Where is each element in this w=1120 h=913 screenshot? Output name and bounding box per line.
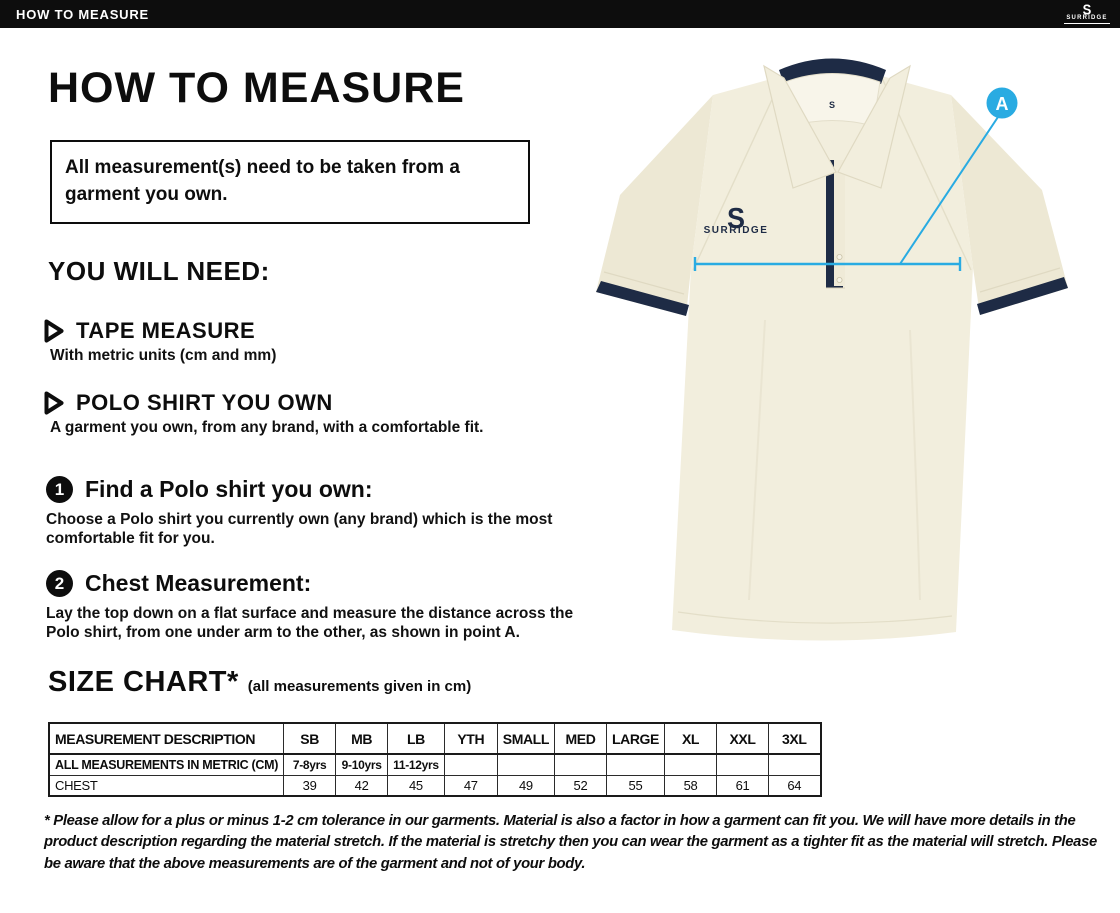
need-item-label: POLO SHIRT YOU OWN	[76, 390, 333, 415]
play-triangle-icon	[44, 391, 64, 415]
polo-shirt-diagram	[560, 20, 1120, 670]
cell: 49	[497, 775, 554, 796]
need-item-description: With metric units (cm and mm)	[50, 347, 277, 364]
placket	[826, 160, 845, 288]
cell: 58	[665, 775, 717, 796]
cell: 42	[336, 775, 388, 796]
cell	[497, 754, 554, 775]
cell: 39	[284, 775, 336, 796]
column-header: LARGE	[606, 723, 664, 754]
polo-shirt-illustration	[560, 20, 1120, 670]
cell: 7-8yrs	[284, 754, 336, 775]
cell	[554, 754, 606, 775]
column-header: XL	[665, 723, 717, 754]
cell	[444, 754, 497, 775]
column-header: MED	[554, 723, 606, 754]
cell	[665, 754, 717, 775]
step-2	[46, 570, 606, 643]
size-chart-heading: SIZE CHART*	[48, 666, 239, 698]
step-description: Lay the top down on a flat surface and measure the distance across the Polo shirt, from one under arm to the other, as shown in point A.	[46, 605, 574, 642]
need-item-description: A garment you own, from any brand, with a comfortable fit.	[50, 419, 484, 436]
table-row	[49, 775, 821, 796]
column-header: MB	[336, 723, 388, 754]
column-header: SB	[284, 723, 336, 754]
top-bar-title: HOW TO MEASURE	[16, 6, 150, 22]
cell: 45	[388, 775, 445, 796]
column-header: YTH	[444, 723, 497, 754]
table-row	[49, 754, 821, 775]
need-item-polo-shirt	[44, 390, 483, 437]
notice-box: All measurement(s) need to be taken from a garment you own.	[50, 140, 530, 224]
column-header: LB	[388, 723, 445, 754]
page-title: HOW TO MEASURE	[48, 64, 465, 112]
cell	[606, 754, 664, 775]
column-header: XXL	[717, 723, 769, 754]
column-header: MEASUREMENT DESCRIPTION	[49, 723, 284, 754]
cell: 11-12yrs	[388, 754, 445, 775]
cell: 52	[554, 775, 606, 796]
surridge-chest-logo-text: SURRIDGE	[703, 225, 769, 236]
tolerance-footnote: * Please allow for a plus or minus 1-2 cm tolerance in our garments. Material is also a factor in how a garment can fit you. We will have more details in the product description regarding the material stretch. If the material is stretchy then you can wear the garment as a tighter fit as the material will stretch. Please be aware that the above measurements are of the garment and not of your body.	[44, 813, 1097, 872]
size-chart-heading-row	[48, 666, 471, 699]
cell	[769, 754, 821, 775]
step-number-badge: 1	[46, 476, 73, 503]
step-title: Chest Measurement:	[85, 570, 312, 596]
column-header: SMALL	[497, 723, 554, 754]
row-label: ALL MEASUREMENTS IN METRIC (CM)	[49, 754, 284, 775]
need-item-label: TAPE MEASURE	[76, 318, 256, 343]
step-number-badge: 2	[46, 570, 73, 597]
cell	[717, 754, 769, 775]
you-will-need-heading: YOU WILL NEED:	[48, 256, 270, 286]
need-item-tape-measure	[44, 318, 276, 365]
cell: 47	[444, 775, 497, 796]
step-1	[46, 476, 606, 549]
cell: 9-10yrs	[336, 754, 388, 775]
play-triangle-icon	[44, 319, 64, 343]
size-chart-subheading: (all measurements given in cm)	[247, 678, 472, 695]
size-chart-header-row	[49, 723, 821, 754]
point-a-marker	[987, 88, 1018, 119]
size-chart-table	[48, 722, 822, 797]
surridge-s-icon: S	[1082, 0, 1092, 19]
cell: 55	[606, 775, 664, 796]
row-label: CHEST	[49, 775, 284, 796]
step-description: Choose a Polo shirt you currently own (any brand) which is the most comfortable fit for you.	[46, 511, 553, 548]
cell: 61	[717, 775, 769, 796]
surridge-logo-text: SURRIDGE	[1066, 15, 1108, 21]
point-a-label: A	[995, 94, 1009, 114]
cell: 64	[769, 775, 821, 796]
column-header: 3XL	[769, 723, 821, 754]
step-title: Find a Polo shirt you own:	[85, 476, 373, 502]
inner-neck-logo-icon: S	[828, 100, 836, 110]
surridge-s-icon: S	[726, 202, 746, 235]
